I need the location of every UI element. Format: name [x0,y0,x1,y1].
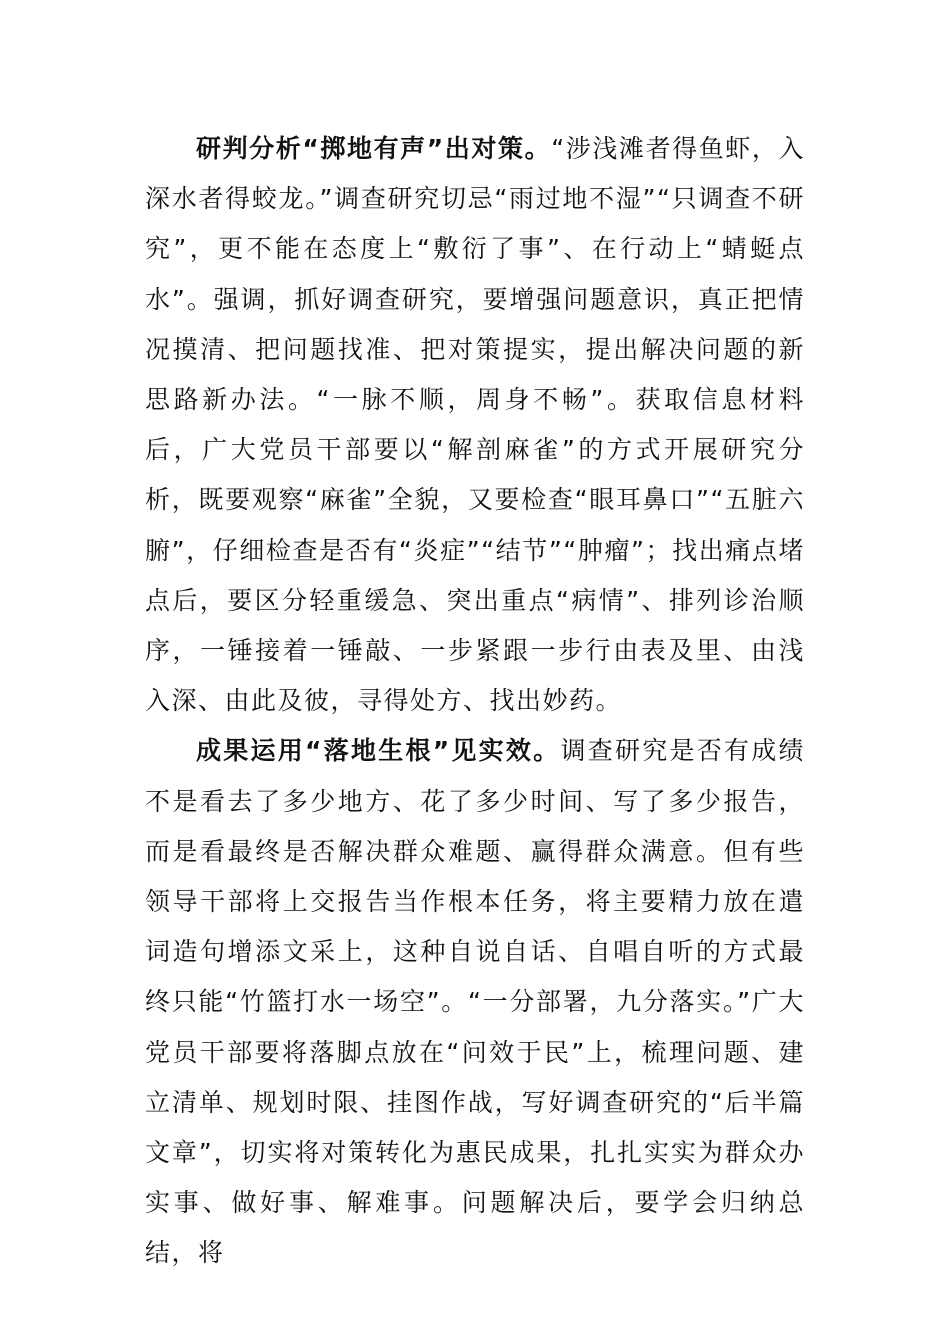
paragraph-body: 调查研究是否有成绩不是看去了多少地方、花了多少时间、写了多少报告，而是看最终是否解决群众难题、赢得群众满意。但有些领导干部将上交报告当作根本任务，将主要精力放在遣词造句增添文采上，这种自说自话、自唱自听的方式最终只能“竹篮打水一场空”。“一分部署，九分落实。”广大党员干部要将落脚点放在“问效于民”上，梳理问题、建立清单、规划时限、挂图作战，写好调查研究的“后半篇文章”，切实将对策转化为惠民成果，扎扎实实为群众办实事、做好事、解难事。问题解决后，要学会归纳总结，将 [145,736,805,1268]
paragraph-heading: 成果运用“落地生根”见实效。 [196,736,561,766]
paragraph-body: “涉浅滩者得鱼虾，入深水者得蛟龙。”调查研究切忌“雨过地不湿”“只调查不研究”，更不能在态度上“敷衍了事”、在行动上“蜻蜓点水”。强调，抓好调查研究，要增强问题意识，真正把情况摸清、把问题找准、把对策提实，提出解决问题的新思路新办法。“一脉不顺，周身不畅”。获取信息材料后，广大党员干部要以“解剖麻雀”的方式开展研究分析，既要观察“麻雀”全貌，又要检查“眼耳鼻口”“五脏六腑”，仔细检查是否有“炎症”“结节”“肿瘤”；找出痛点堵点后，要区分轻重缓急、突出重点“病情”、排列诊治顺序，一锤接着一锤敲、一步紧跟一步行由表及里、由浅入深、由此及彼，寻得处方、找出妙药。 [145,134,805,716]
document-page [145,124,805,1279]
paragraph-heading: 研判分析“掷地有声”出对策。 [196,134,552,163]
paragraph-research-analysis [145,124,805,726]
paragraph-results-application [145,726,805,1278]
